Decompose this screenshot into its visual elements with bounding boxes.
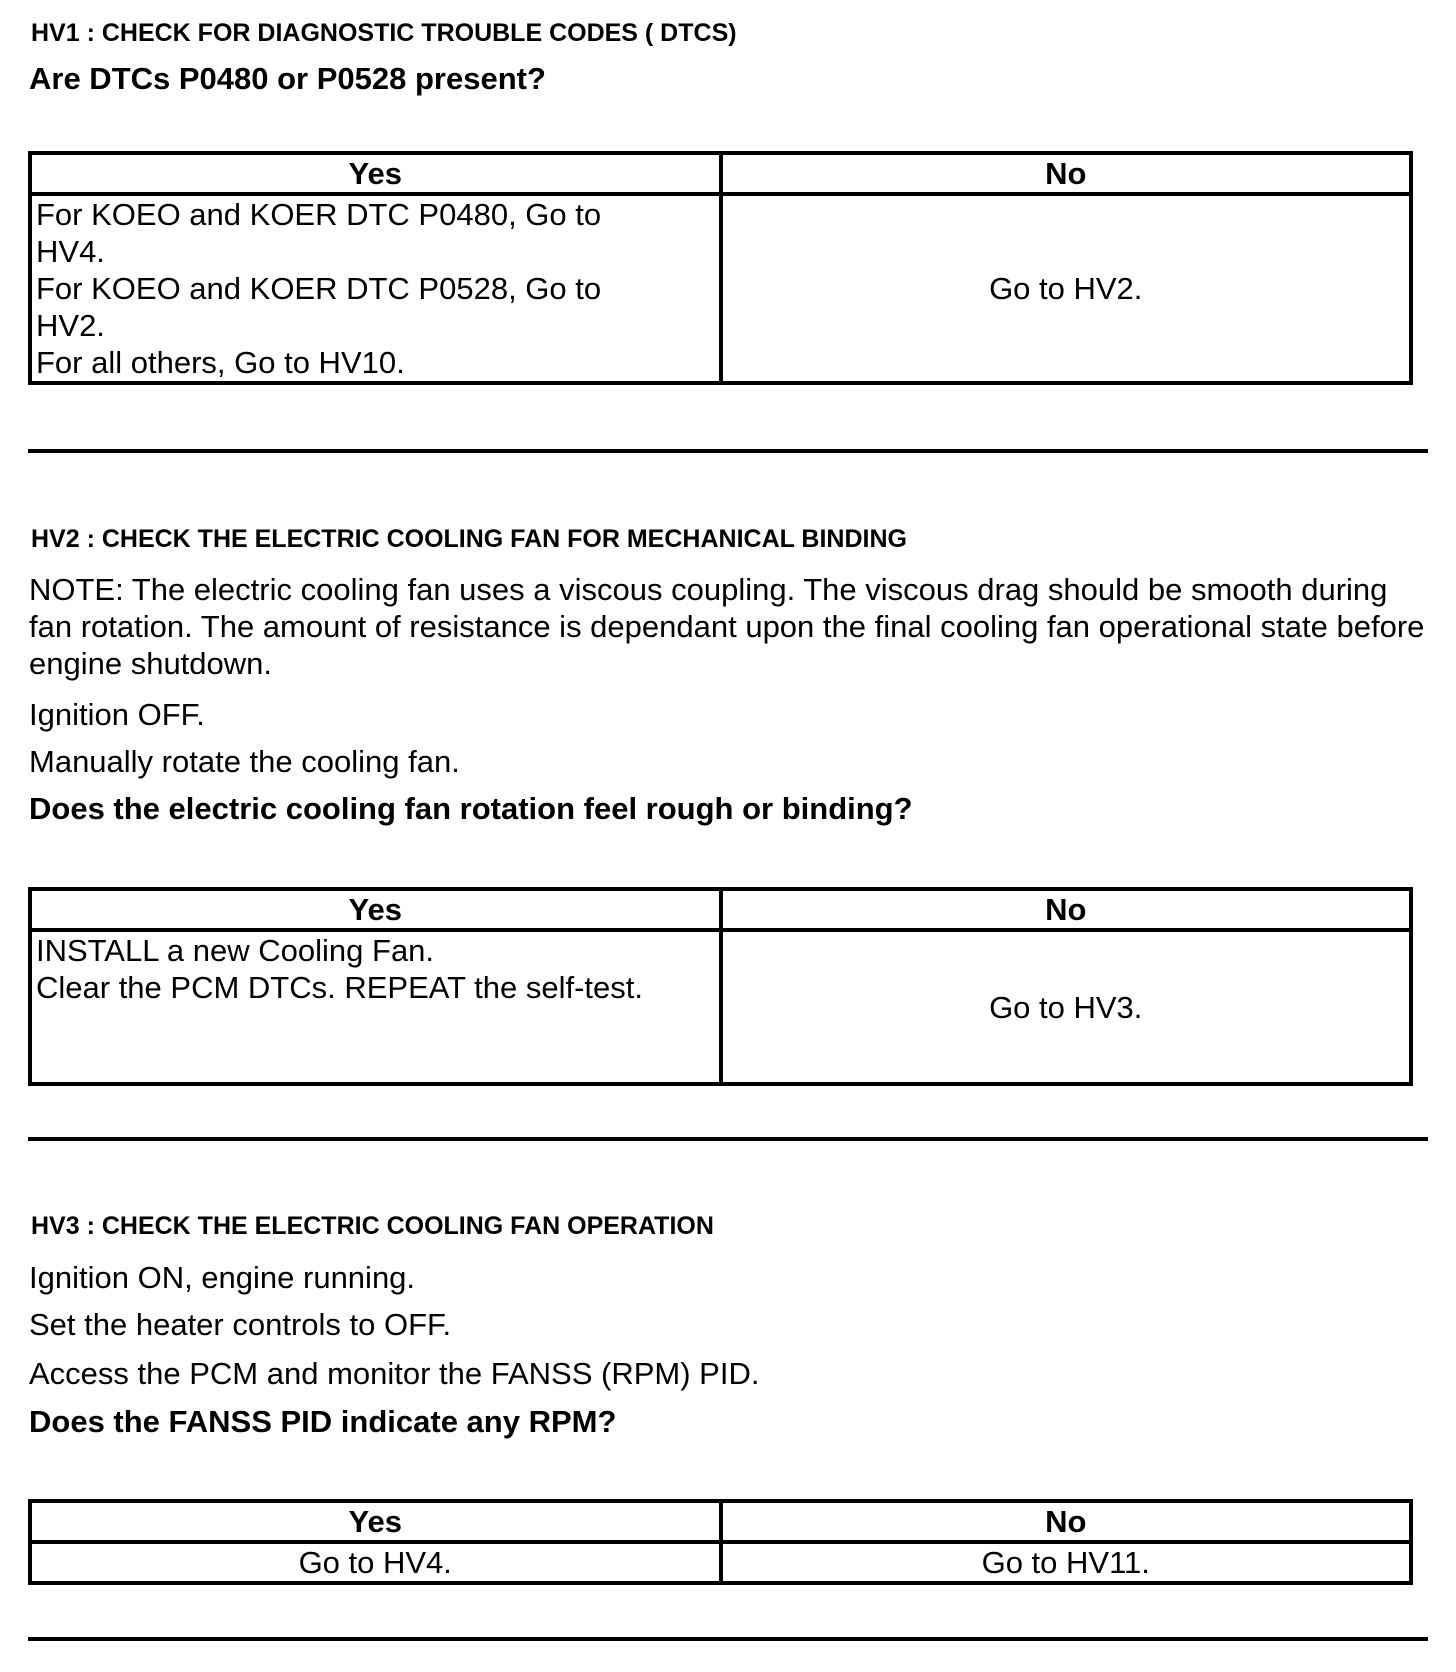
hv2-note: NOTE: The electric cooling fan uses a viscous coupling. The viscous drag should be smooth during fan rotation. The amount of resistance is dependant upon the final cooling fan operational state before engine shutdown.: [29, 572, 1425, 681]
hv1-yes-line: HV4.: [36, 234, 105, 269]
hv1-question: Are DTCs P0480 or P0528 present?: [29, 61, 546, 96]
hv2-no-cell: Go to HV3.: [721, 930, 1412, 1084]
hv2-yes-line: INSTALL a new Cooling Fan.: [36, 933, 435, 968]
hv3-question: Does the FANSS PID indicate any RPM?: [29, 1404, 617, 1439]
hv1-title: HV1 : CHECK FOR DIAGNOSTIC TROUBLE CODES ( DTCS): [31, 19, 737, 47]
hv2-step-ignition-off: Ignition OFF.: [29, 697, 205, 732]
hv2-yes-header: Yes: [30, 889, 721, 930]
hv1-no-cell: Go to HV2.: [721, 194, 1412, 383]
section-divider: [28, 1637, 1428, 1641]
section-divider: [28, 449, 1428, 453]
hv1-yes-header: Yes: [30, 153, 721, 194]
hv2-title: HV2 : CHECK THE ELECTRIC COOLING FAN FOR MECHANICAL BINDING: [31, 525, 907, 553]
hv2-yes-line: Clear the PCM DTCs. REPEAT the self-test.: [36, 970, 643, 1005]
hv1-yes-line: For all others, Go to HV10.: [36, 345, 405, 380]
hv2-question: Does the electric cooling fan rotation feel rough or binding?: [29, 791, 913, 826]
hv3-step-ignition-on: Ignition ON, engine running.: [29, 1260, 416, 1295]
hv3-no-header: No: [721, 1501, 1412, 1542]
hv1-yes-cell: [30, 194, 721, 383]
hv3-step-heater-off: Set the heater controls to OFF.: [29, 1307, 452, 1342]
hv3-yes-header: Yes: [30, 1501, 721, 1542]
hv1-yes-line: For KOEO and KOER DTC P0480, Go to: [36, 197, 602, 232]
hv3-step-monitor-pid: Access the PCM and monitor the FANSS (RPM) PID.: [29, 1356, 760, 1391]
hv2-yes-cell: [30, 930, 721, 1084]
hv2-yes-no-table: [28, 887, 1413, 1086]
hv1-yes-no-table: [28, 151, 1413, 385]
hv1-yes-line: For KOEO and KOER DTC P0528, Go to: [36, 271, 602, 306]
hv3-yes-no-table: [28, 1499, 1413, 1585]
hv3-title: HV3 : CHECK THE ELECTRIC COOLING FAN OPERATION: [31, 1212, 714, 1240]
hv1-yes-line: HV2.: [36, 308, 105, 343]
hv3-yes-cell: Go to HV4.: [30, 1542, 721, 1583]
hv3-no-cell: Go to HV11.: [721, 1542, 1412, 1583]
hv1-no-header: No: [721, 153, 1412, 194]
hv2-step-rotate-fan: Manually rotate the cooling fan.: [29, 744, 460, 779]
hv2-no-header: No: [721, 889, 1412, 930]
section-divider: [28, 1137, 1428, 1141]
